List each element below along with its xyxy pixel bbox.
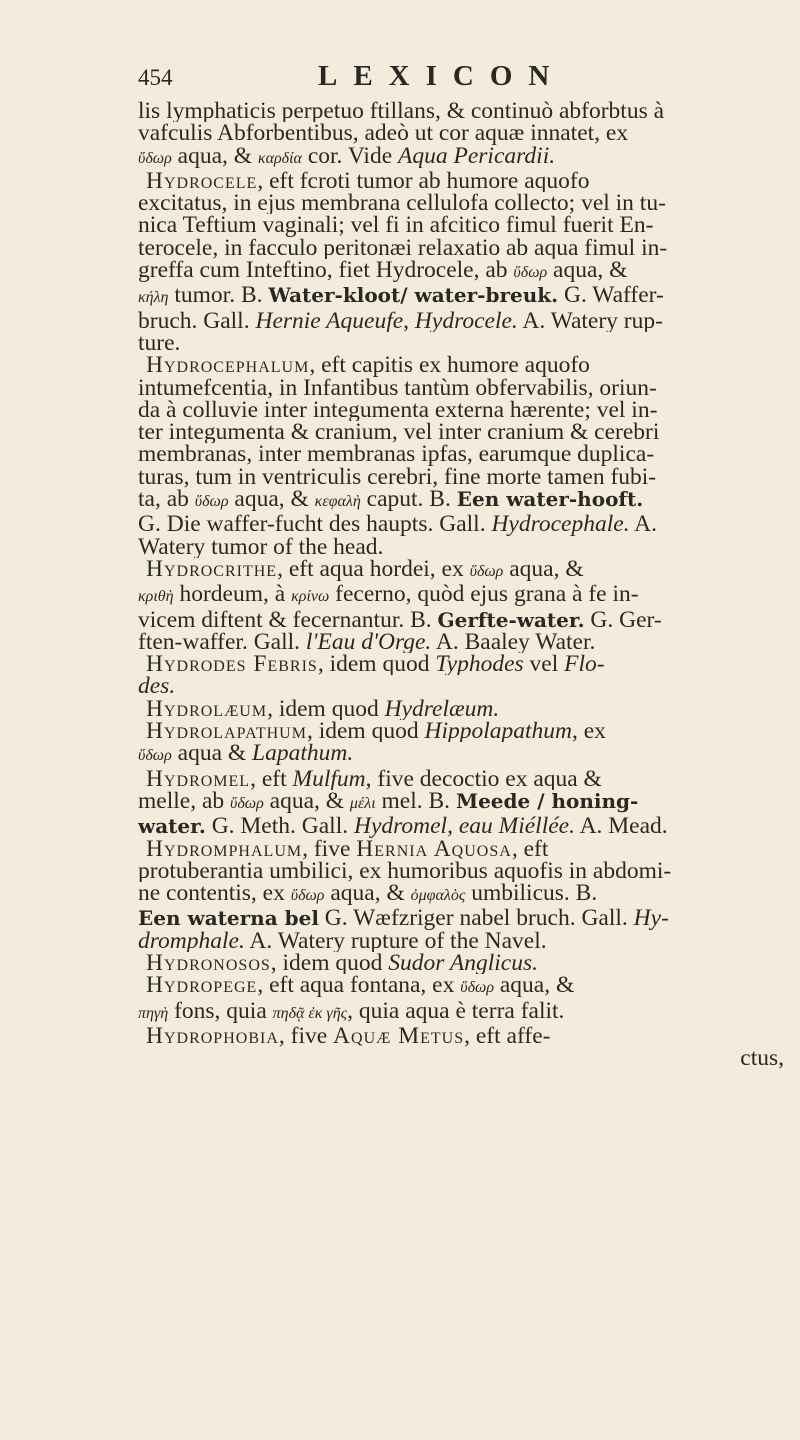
text-run: intumefcentia, in Infantibus tantùm obfervabilis, oriun- (138, 376, 657, 399)
text-run: fecerno, quòd ejus grana à fe in- (329, 583, 639, 608)
text-run: aqua, & (503, 557, 584, 582)
page-body (138, 100, 790, 1069)
text-run: G. Ger- (584, 608, 662, 631)
italic-text: dromphale. (138, 929, 245, 952)
text-run: , five decoctio ex aqua & (365, 767, 602, 790)
text-line (138, 768, 790, 790)
greek-word: ὕδωρ (513, 264, 548, 282)
text-run: aqua, & (228, 488, 315, 513)
text-run: aqua, & (171, 144, 258, 169)
italic-text: Hernie Aqueufe (255, 309, 404, 332)
text-line (138, 675, 790, 697)
text-line (138, 952, 790, 974)
greek-word: ὕδωρ (230, 794, 264, 812)
text-run: terocele, in facculo peritonæi relaxatio ab aqua fimul in- (138, 236, 668, 260)
page-number: 454 (138, 65, 173, 90)
headword: Hydrodes Febris (146, 653, 318, 676)
text-line (138, 421, 790, 443)
text-line (138, 882, 790, 907)
italic-text: Sudor Anglicus. (388, 951, 538, 975)
greek-word: ὕδωρ (290, 887, 325, 905)
greek-word: κεφαλὴ (314, 493, 361, 511)
text-run: , (403, 309, 415, 332)
text-run: A. Baaley Water. (431, 630, 596, 654)
headword: Hydropege (146, 974, 258, 999)
text-run: , eft affe- (464, 1024, 551, 1048)
blackletter-text: Een water-hooft. (456, 488, 644, 512)
page-header (138, 60, 788, 93)
text-run: A. Mead. (574, 815, 668, 838)
text-line (138, 284, 790, 309)
text-run: ne contentis, ex (138, 882, 291, 907)
text-run: membranas, inter membranas ipfas, earumque duplica- (138, 443, 655, 466)
italic-text: Flo- (564, 653, 605, 676)
text-line (138, 100, 790, 122)
headword: Hydrocrithe (146, 557, 278, 582)
text-line (138, 1000, 790, 1025)
text-line (138, 838, 790, 860)
text-line (138, 466, 790, 488)
text-line (138, 354, 790, 376)
text-run: , eft (250, 767, 293, 790)
text-run: ften-waffer. Gall. (138, 630, 306, 654)
text-line (138, 377, 790, 399)
text-run: G. Wæfzriger nabel bruch. Gall. (318, 907, 634, 930)
text-run: nica Teftium vaginali; vel fi in afcitico fimul fuerit En- (138, 214, 654, 237)
text-run: G. Die waffer-fucht des haupts. Gall. (138, 513, 492, 536)
text-run: , ex (572, 720, 606, 743)
text-run: , idem quod (270, 951, 389, 975)
italic-text: Hydrocele. (414, 309, 518, 332)
italic-text: Hydrocephale. (491, 513, 630, 536)
blackletter-text: Gerfte-water. (437, 608, 585, 631)
italic-text: Hippolapathum (424, 720, 572, 743)
text-line (138, 145, 790, 170)
text-line (138, 237, 790, 259)
text-run: aqua, & (263, 789, 350, 814)
text-run: da à colluvie inter integumenta externa hærente; vel in- (138, 398, 658, 422)
headword: Hydrocele (146, 169, 258, 193)
greek-word: κήλη (138, 289, 169, 307)
text-line (138, 860, 790, 882)
headword: Aquæ Metus (333, 1024, 465, 1048)
italic-text: Mulfum (292, 767, 366, 790)
text-run: lis lymphaticis perpetuo ftillans, & continuò abforbtus à (138, 100, 665, 123)
text-line (138, 609, 790, 631)
text-line (138, 815, 790, 837)
text-line (138, 1025, 790, 1047)
text-run: tumor. B. (168, 284, 269, 309)
greek-word: ὕδωρ (138, 747, 172, 765)
text-run: vafculis Abforbentibus, adeò ut cor aquæ innatet, ex (138, 122, 629, 145)
catchword: ctus, (740, 1047, 784, 1070)
text-run: excitatus, in ejus membrana cellulofa collecto; vel in tu- (138, 192, 666, 215)
blackletter-text: Een waterna bel (138, 907, 319, 930)
headword: Hernia Aquosa (356, 837, 512, 860)
text-run: , idem quod (317, 653, 436, 676)
headword: Hydromel (146, 767, 251, 790)
text-run: A. Watery rup- (517, 309, 663, 332)
text-run: aqua & (171, 742, 253, 767)
text-run: A. (629, 513, 658, 536)
greek-word: καρδία (257, 149, 302, 167)
text-run: , eft aqua hordei, ex (277, 557, 470, 582)
text-line (138, 513, 790, 535)
greek-word: ὕδωρ (469, 562, 504, 580)
text-run: , five (278, 1024, 334, 1048)
text-run: A. Watery rupture of the Navel. (244, 929, 547, 952)
italic-text: l'Eau d'Orge. (305, 630, 432, 654)
text-run: vicem diftent & fecernantur. B. (138, 608, 438, 631)
blackletter-text: Water-kloot/ water-breuk. (268, 284, 559, 308)
text-line (138, 122, 790, 144)
text-run: ture. (138, 331, 181, 355)
text-run: melle, ab (138, 789, 231, 814)
headword: Hydrolæum (146, 697, 268, 721)
greek-word: ὕδωρ (460, 979, 494, 997)
italic-text: Lapathum. (252, 742, 354, 767)
text-run: , quia aqua è terra falit. (347, 999, 565, 1024)
text-line (138, 653, 790, 675)
text-line (138, 742, 790, 767)
text-line (138, 583, 790, 608)
greek-word: πηδᾷ ἐκ γῆς (272, 1004, 348, 1022)
text-run: aqua, & (324, 882, 411, 907)
italic-text: Hydrelæum. (384, 697, 500, 721)
text-run: , eft (511, 837, 549, 860)
text-line (138, 170, 790, 192)
greek-word: κρίνω (291, 588, 330, 606)
greek-word: ὀμφαλὸς (410, 887, 466, 905)
text-run: fons, quia (168, 999, 273, 1024)
text-run: G. Waffer- (558, 284, 664, 309)
text-run: , eft capitis ex humore aquofo (309, 354, 590, 377)
running-title: LEXICON (318, 60, 566, 92)
italic-text: Typhodes (435, 653, 524, 676)
text-run: bruch. Gall. (138, 309, 256, 332)
text-run: ter integumenta & cranium, vel inter cranium & cerebri (138, 421, 660, 444)
text-run: , idem quod (267, 697, 385, 721)
text-run: ta, ab (138, 488, 195, 513)
text-run: greffa cum Inteftino, fiet Hydrocele, ab (138, 259, 514, 284)
text-run: aqua, & (547, 259, 628, 284)
text-run: umbilicus. B. (465, 882, 598, 907)
italic-text: des. (138, 675, 176, 698)
text-line (138, 720, 790, 742)
greek-word: πηγὴ (138, 1004, 169, 1022)
text-line (138, 399, 790, 421)
text-run: hordeum, à (173, 583, 292, 608)
text-run: mel. B. (375, 789, 456, 814)
italic-text: Hy- (633, 907, 669, 930)
text-line (138, 259, 790, 284)
italic-text: eau Miéllée. (458, 815, 575, 838)
blackletter-text: water. (138, 815, 206, 838)
text-run: Watery tumor of the head. (138, 535, 384, 558)
blackletter-text: Meede / honing- (455, 789, 639, 813)
text-run: , eft fcroti tumor ab humore aquofo (257, 169, 590, 193)
text-line (138, 488, 790, 513)
italic-text: Hydromel (353, 815, 448, 838)
text-line (138, 332, 790, 354)
text-line (138, 790, 790, 815)
text-line (138, 974, 790, 999)
text-line (138, 214, 790, 236)
greek-word: ὕδωρ (194, 493, 229, 511)
text-run: , idem quod (306, 720, 425, 743)
text-run: caput. B. (360, 488, 457, 513)
headword: Hydrolapathum (146, 720, 307, 743)
text-run: G. Meth. Gall. (205, 815, 354, 838)
text-run: vel (523, 653, 565, 676)
italic-text: Aqua Pericardii. (398, 144, 556, 169)
text-line (138, 698, 790, 720)
text-run: cor. Vide (301, 144, 399, 169)
text-run: turas, tum in ventriculis cerebri, fine morte tamen fubi- (138, 465, 657, 489)
text-run: aqua, & (494, 974, 575, 999)
text-run: , (447, 815, 459, 838)
headword: Hydrocephalum (146, 354, 310, 377)
text-run: protuberantia umbilici, ex humoribus aquofis in abdomi- (138, 859, 672, 883)
text-run: , eft aqua fontana, ex (257, 974, 461, 999)
headword: Hydromphalum (146, 837, 303, 860)
text-line (138, 310, 790, 332)
headword: Hydrophobia (146, 1024, 279, 1048)
greek-word: ὕδωρ (138, 149, 172, 167)
greek-word: μέλι (349, 794, 376, 812)
text-line (138, 192, 790, 214)
text-line (138, 536, 790, 558)
text-line (138, 558, 790, 583)
greek-word: κριθὴ (138, 588, 174, 606)
text-line (138, 631, 790, 653)
headword: Hydronosos (146, 951, 271, 975)
text-line (138, 443, 790, 465)
text-run: , five (302, 837, 357, 860)
text-line (138, 930, 790, 952)
text-line (138, 907, 790, 929)
